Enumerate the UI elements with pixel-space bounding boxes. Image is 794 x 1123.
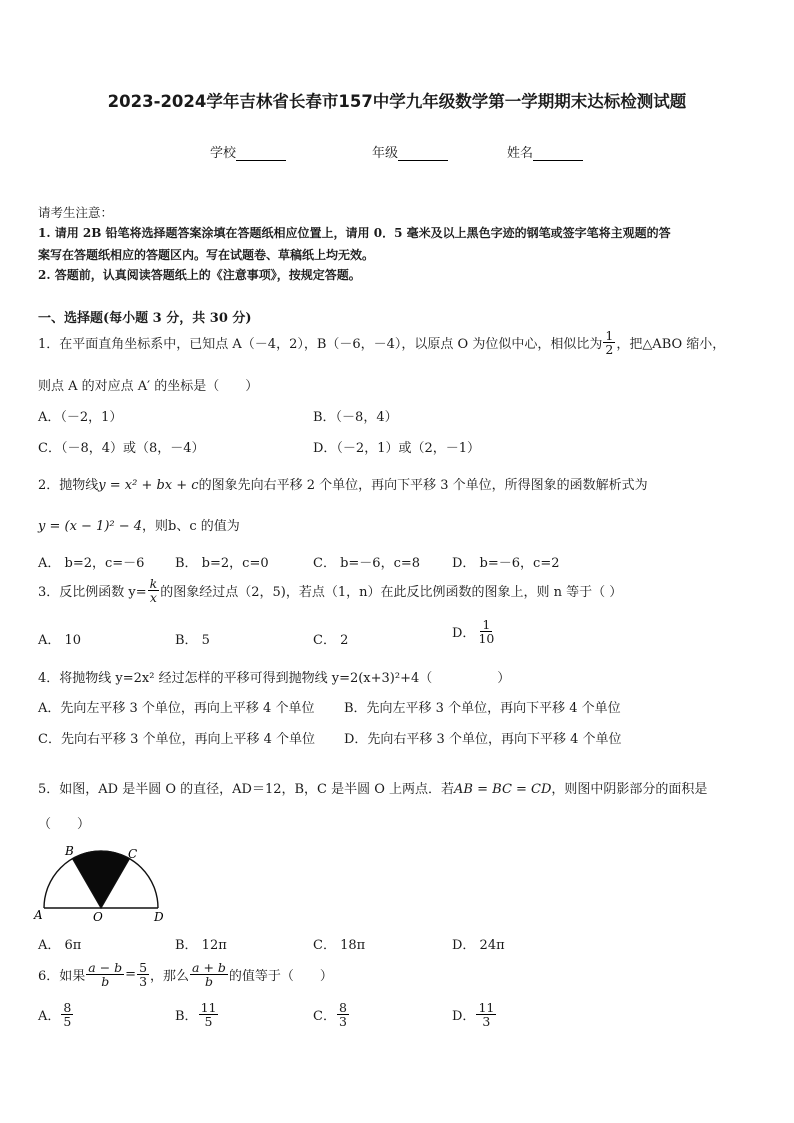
q6-c-den: 3 bbox=[338, 1014, 347, 1030]
grade-blank bbox=[398, 148, 448, 161]
point-label-o: O bbox=[93, 910, 103, 924]
notice-line-1: 1. 请用 2B 铅笔将选择题答案涂填在答题纸相应位置上，请用 0．5 毫米及以上黑色字迹的钢笔或签字笔将主观题的答 bbox=[38, 226, 671, 240]
q1-frac-num: 1 bbox=[605, 328, 614, 343]
page-title: 2023-2024学年吉林省长春市157中学九年级数学第一学期期末达标检测试题 bbox=[107, 92, 687, 111]
q4-option-b: B．先向左平移 3 个单位，再向下平移 4 个单位 bbox=[344, 701, 621, 716]
q6-b-den: 5 bbox=[204, 1014, 213, 1030]
q1-option-a: A．（－2，1） bbox=[38, 410, 123, 425]
q6-a-label: A． bbox=[38, 1009, 61, 1025]
q5-stem-c: （ ） bbox=[38, 817, 91, 832]
q3-frac-den: x bbox=[149, 590, 157, 606]
notice-heading: 请考生注意： bbox=[38, 205, 114, 220]
question-2-stem-cont bbox=[38, 515, 240, 534]
grade-label: 年级 bbox=[372, 146, 399, 161]
q6-d-den: 3 bbox=[482, 1014, 491, 1030]
q2-stem-a: 2．抛物线 bbox=[38, 478, 99, 493]
q6-b-fraction bbox=[199, 1001, 219, 1028]
q3-option-a: A． 10 bbox=[38, 633, 82, 648]
q2-expr-1: y = x² + bx + c bbox=[98, 478, 199, 493]
q3-stem-b: 的图象经过点（2，5)，若点（1，n）在此反比例函数的图象上，则 n 等于（ ） bbox=[160, 585, 623, 601]
q6-stem-a: 6．如果 bbox=[38, 969, 86, 985]
name-label: 姓名 bbox=[507, 146, 534, 161]
question-3-stem bbox=[38, 577, 622, 604]
q1-stem-a: 1．在平面直角坐标系中，已知点 A（－4，2），B（－6，－4），以原点 O 为位似中心，相似比为 bbox=[38, 337, 603, 353]
q6-c-num: 8 bbox=[338, 1000, 347, 1015]
q3-frac-num: k bbox=[149, 576, 158, 591]
q3-d-den: 10 bbox=[478, 631, 495, 647]
q2-expr-2: y = (x − 1)² − 4 bbox=[38, 519, 143, 534]
q3-d-num: 1 bbox=[482, 617, 491, 632]
q2-stem-b: 的图象先向右平移 2 个单位，再向下平移 3 个单位，所得图象的函数解析式为 bbox=[198, 478, 648, 493]
q6-fraction-3 bbox=[190, 961, 228, 988]
q5-option-c: C． 18π bbox=[313, 938, 366, 953]
q6-f3-den: b bbox=[204, 974, 213, 990]
name-blank bbox=[533, 148, 583, 161]
q6-option-a bbox=[38, 1001, 74, 1028]
school-label: 学校 bbox=[210, 146, 237, 161]
q2-stem-c: ，则b、c 的值为 bbox=[142, 519, 240, 534]
q6-stem-b: ，那么 bbox=[150, 969, 190, 985]
name-field bbox=[507, 142, 583, 161]
q2-option-b: B． b=2，c=0 bbox=[175, 556, 269, 571]
point-label-a: A bbox=[34, 908, 43, 922]
q3-k-over-x bbox=[148, 577, 160, 604]
q6-d-label: D． bbox=[452, 1009, 476, 1025]
section-heading: 一、选择题(每小题 3 分，共 30 分) bbox=[38, 311, 252, 326]
q5-arc-equation: AB = BC = CD bbox=[454, 782, 552, 797]
q6-d-num: 11 bbox=[478, 1000, 495, 1015]
q3-option-d-label: D． bbox=[452, 626, 476, 642]
q6-f1-den: b bbox=[101, 974, 110, 990]
q5-option-b: B． 12π bbox=[175, 938, 227, 953]
question-5-stem bbox=[38, 778, 707, 797]
q6-c-label: C． bbox=[313, 1009, 336, 1025]
question-1-stem bbox=[38, 329, 725, 356]
q6-f3-num: a + b bbox=[192, 960, 226, 975]
q5-option-d: D． 24π bbox=[452, 938, 505, 953]
q4-option-a: A．先向左平移 3 个单位，再向上平移 4 个单位 bbox=[38, 701, 315, 716]
q6-a-fraction bbox=[61, 1001, 73, 1028]
q6-equals: = bbox=[125, 967, 137, 983]
q6-stem-c: 的值等于（ ） bbox=[228, 969, 333, 985]
q2-option-c: C． b=－6，c=8 bbox=[313, 556, 421, 571]
q3-option-d bbox=[452, 618, 497, 645]
q1-option-b: B．（－8，4） bbox=[313, 410, 398, 425]
q6-fraction-2 bbox=[137, 961, 149, 988]
q2-option-a: A． b=2，c=－6 bbox=[38, 556, 145, 571]
q4-option-d: D．先向右平移 3 个单位，再向下平移 4 个单位 bbox=[344, 732, 622, 747]
q5-option-a: A． 6π bbox=[38, 938, 82, 953]
q6-a-num: 8 bbox=[63, 1000, 72, 1015]
q6-f2-den: 3 bbox=[139, 974, 148, 990]
school-blank bbox=[236, 148, 286, 161]
q5-stem-a: 5．如图，AD 是半圆 O 的直径，AD＝12，B，C 是半圆 O 上两点．若 bbox=[38, 782, 455, 797]
notice-line-2: 案写在答题纸相应的答题区内。写在试题卷、草稿纸上均无效。 bbox=[38, 248, 375, 262]
shaded-sector bbox=[73, 851, 130, 908]
point-label-b: B bbox=[65, 844, 74, 858]
q6-f1-num: a − b bbox=[88, 960, 123, 975]
q1-stem-b: ，把△ABO 缩小， bbox=[616, 337, 726, 353]
question-4-stem: 4．将抛物线 y=2x² 经过怎样的平移可得到抛物线 y=2(x+3)²+4（ ） bbox=[38, 671, 511, 686]
q6-option-d bbox=[452, 1001, 497, 1028]
q6-b-num: 11 bbox=[200, 1000, 217, 1015]
q3-option-b: B． 5 bbox=[175, 633, 210, 648]
q5-semicircle-figure bbox=[32, 840, 172, 926]
q2-option-d: D． b=－6，c=2 bbox=[452, 556, 560, 571]
q6-option-b bbox=[175, 1001, 219, 1028]
q3-stem-a: 3．反比例函数 y= bbox=[38, 585, 147, 601]
q6-b-label: B． bbox=[175, 1009, 198, 1025]
q6-option-c bbox=[313, 1001, 350, 1028]
q1-frac-den: 2 bbox=[605, 342, 614, 358]
q6-fraction-1 bbox=[86, 961, 124, 988]
q1-stem-c: 则点 A 的对应点 A′ 的坐标是（ ） bbox=[38, 379, 259, 394]
q1-ratio-fraction bbox=[603, 329, 615, 356]
q6-a-den: 5 bbox=[63, 1014, 72, 1030]
q6-c-fraction bbox=[337, 1001, 349, 1028]
school-field bbox=[210, 142, 286, 161]
question-2-stem bbox=[38, 474, 648, 493]
q6-d-fraction bbox=[476, 1001, 496, 1028]
q1-option-c: C．（－8，4）或（8，－4） bbox=[38, 441, 205, 456]
q1-option-d: D．（－2，1）或（2，－1） bbox=[313, 441, 481, 456]
q5-stem-b: ，则图中阴影部分的面积是 bbox=[551, 782, 708, 797]
question-6-stem bbox=[38, 961, 333, 988]
q6-f2-num: 5 bbox=[139, 960, 148, 975]
q3-option-c: C． 2 bbox=[313, 633, 349, 648]
notice-line-3: 2. 答题前，认真阅读答题纸上的《注意事项》，按规定答题。 bbox=[38, 268, 361, 282]
q4-option-c: C．先向右平移 3 个单位，再向上平移 4 个单位 bbox=[38, 732, 316, 747]
q3-option-d-fraction bbox=[476, 618, 496, 645]
point-label-d: D bbox=[154, 910, 164, 924]
point-label-c: C bbox=[128, 847, 138, 861]
grade-field bbox=[372, 142, 448, 161]
